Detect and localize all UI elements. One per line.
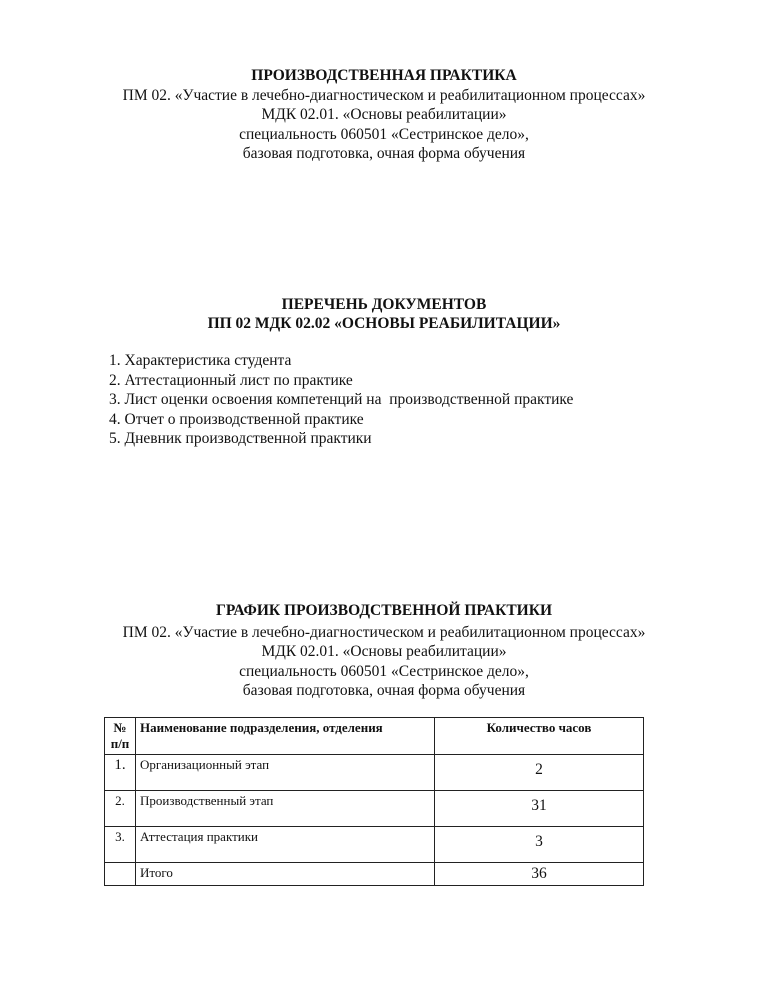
list-item: 2. Аттестационный лист по практике [109, 371, 353, 389]
row-unit: Итого [136, 863, 435, 886]
table-row [105, 827, 644, 863]
documents-list [109, 351, 573, 449]
row-unit: Организационный этап [136, 755, 435, 791]
row-unit: Производственный этап [136, 791, 435, 827]
row-number: 1. [105, 755, 136, 791]
module-line: ПМ 02. «Участие в лечебно-диагностическом и реабилитационном процессах» [122, 87, 646, 104]
list-item: 3. Лист оценки освоения компетенций на производственной практике [109, 391, 574, 408]
row-hours: 2 [435, 755, 644, 791]
list-item: 5. Дневник производственной практики [109, 430, 372, 447]
specialty-line: специальность 060501 «Сестринское дело», [239, 126, 529, 143]
row-number: 3. [105, 827, 136, 863]
documents-subtitle: ПП 02 МДК 02.02 «ОСНОВЫ РЕАБИЛИТАЦИИ» [207, 315, 561, 332]
table-header-row [105, 718, 644, 755]
list-item: 1. Характеристика студента [109, 352, 292, 369]
mdk-line: МДК 02.01. «Основы реабилитации» [261, 106, 507, 123]
list-item: 4. Отчет о производственной практике [109, 410, 364, 428]
page-title: ПРОИЗВОДСТВЕННАЯ ПРАКТИКА [251, 67, 517, 84]
schedule-specialty-line: специальность 060501 «Сестринское дело», [239, 663, 529, 680]
header-hours: Количество часов [435, 718, 644, 755]
table-row-total [105, 863, 644, 886]
documents-title: ПЕРЕЧЕНЬ ДОКУМЕНТОВ [281, 296, 487, 313]
row-number: 2. [105, 791, 136, 827]
form-line: базовая подготовка, очная форма обучения [242, 145, 526, 162]
row-hours: 31 [435, 791, 644, 827]
schedule-mdk-line: МДК 02.01. «Основы реабилитации» [261, 643, 507, 660]
schedule-table [104, 717, 644, 886]
row-number [105, 863, 136, 886]
header-number: № п/п [105, 718, 136, 755]
row-unit: Аттестация практики [136, 827, 435, 863]
table-row [105, 791, 644, 827]
schedule-module-line: ПМ 02. «Участие в лечебно-диагностическом и реабилитационном процессах» [122, 624, 646, 641]
row-hours: 36 [435, 863, 644, 886]
schedule-title: ГРАФИК ПРОИЗВОДСТВЕННОЙ ПРАКТИКИ [215, 602, 553, 619]
table-row [105, 755, 644, 791]
schedule-form-line: базовая подготовка, очная форма обучения [242, 682, 526, 699]
row-hours: 3 [435, 827, 644, 863]
header-unit: Наименование подразделения, отделения [136, 718, 435, 755]
